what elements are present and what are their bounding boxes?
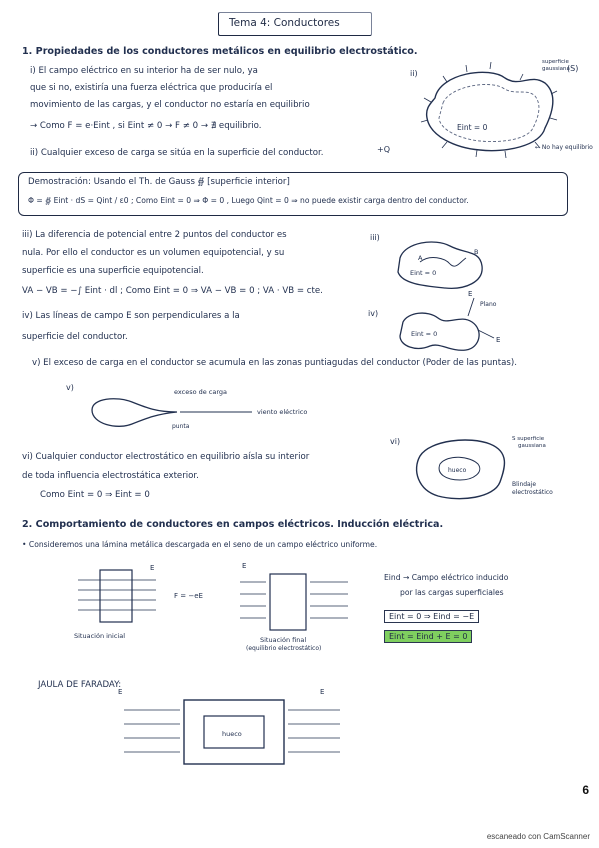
scanner-footer: escaneado con CamScanner	[486, 832, 590, 841]
prop-vi-line-1: vi) Cualquier conductor electrostático en equilibrio aísla su interior	[22, 452, 310, 462]
diagram-iii-eint: Eint = 0	[410, 269, 437, 277]
diagram-v-label: v)	[66, 383, 74, 392]
eind-line-1: Eind → Campo eléctrico inducido	[384, 573, 509, 582]
diagram-iv-E1: E	[468, 290, 473, 298]
diagram-iv	[368, 290, 518, 362]
diagram-final-caption-2: (equilibrio electrostático)	[246, 645, 322, 652]
diagram-ii-noeq: ← No hay equilibrio	[535, 144, 593, 151]
equation-box-1: Eint = 0 ⇒ Eind = −E	[384, 610, 479, 623]
section-2-intro: • Consideremos una lámina metálica descargada en el seno de un campo eléctrico uniforme.	[22, 540, 378, 549]
diagram-vi-hueco: hueco	[448, 467, 467, 474]
diagram-v-exceso: exceso de carga	[174, 388, 228, 396]
diagram-v	[62, 380, 322, 440]
prop-i-line-4: → Como F = e·Eint , si Eint ≠ 0 → F ≠ 0 → ∄ equilibrio.	[30, 121, 262, 131]
diagram-iii-B: B	[474, 248, 479, 256]
diagram-vi-sup2: gaussiana	[518, 443, 546, 449]
diagram-initial-E: E	[150, 564, 155, 572]
prop-iv-line-2: superficie del conductor.	[22, 332, 128, 342]
prop-ii-text: ii) Cualquier exceso de carga se sitúa en la superficie del conductor.	[30, 148, 324, 158]
diagram-vi-sup1: S superficie	[512, 436, 545, 442]
faraday-heading: JAULA DE FARADAY:	[38, 680, 122, 690]
induction-diagrams	[70, 560, 390, 655]
diagram-ii-eint: Eint = 0	[457, 123, 488, 132]
prop-vi-line-3: Como Eint = 0 ⇒ Eint = 0	[40, 490, 150, 500]
prop-iii-line-1: iii) La diferencia de potencial entre 2 puntos del conductor es	[22, 230, 287, 240]
force-label: F = −eE	[174, 592, 203, 600]
diagram-ii-sup1: superficie	[542, 59, 569, 65]
prop-vi-line-2: de toda influencia electrostática exterior.	[22, 471, 199, 481]
page-number: 6	[582, 783, 589, 797]
diagram-iii-A: A	[418, 254, 423, 262]
prop-v-text: v) El exceso de carga en el conductor se acumula en las zonas puntiagudas del conductor (Poder de las puntas).	[32, 358, 517, 368]
faraday-cage-diagram	[118, 680, 348, 780]
diagram-iv-E2: E	[496, 336, 501, 344]
diagram-final-caption-1: Situación final	[260, 636, 307, 644]
page-title: Tema 4: Conductores	[229, 17, 340, 29]
diagram-ii-S: (S)	[567, 64, 579, 73]
prop-i-line-2: que si no, existiría una fuerza eléctrica que produciría el	[30, 83, 273, 93]
prop-i-line-3: movimiento de las cargas, y el conductor no estaría en equilibrio	[30, 100, 310, 110]
diagram-initial-caption: Situación inicial	[74, 632, 126, 640]
title-box	[218, 12, 372, 36]
diagram-iii-label: iii)	[370, 233, 380, 242]
eind-line-2: por las cargas superficiales	[400, 588, 504, 597]
diagram-ii	[377, 58, 595, 168]
prop-iv-line-1: iv) Las líneas de campo E son perpendiculares a la	[22, 311, 240, 321]
diagram-vi	[390, 428, 590, 508]
prop-iii-line-4: VA − VB = −∫ Eint · dl ; Como Eint = 0 ⇒ VA − VB = 0 ; VA · VB = cte.	[22, 286, 323, 296]
prop-i-line-1: i) El campo eléctrico en su interior ha de ser nulo, ya	[30, 66, 258, 76]
demonstration-line-1: Demostración: Usando el Th. de Gauss ∯ [superficie interior]	[28, 177, 290, 187]
diagram-iv-plano: Plano	[480, 301, 497, 308]
section-2-heading: 2. Comportamiento de conductores en campos eléctricos. Inducción eléctrica.	[22, 519, 444, 530]
section-1-heading: 1. Propiedades de los conductores metálicos en equilibrio electrostático.	[22, 46, 418, 57]
faraday-hueco: hueco	[222, 730, 242, 738]
prop-iii-line-3: superficie es una superficie equipotencial.	[22, 266, 204, 276]
demonstration-line-2: Φ = ∯ Eint · dS = Qint / ε0 ; Como Eint = 0 ⇒ Φ = 0 , Luego Qint = 0 ⇒ no puede existir carga dentro del conductor.	[28, 196, 469, 205]
diagram-final-E: E	[242, 562, 247, 570]
diagram-vi-label: vi)	[390, 437, 401, 446]
diagram-v-punta: punta	[172, 423, 190, 430]
prop-iii-line-2: nula. Por ello el conductor es un volumen equipotencial, y su	[22, 248, 285, 258]
faraday-E-left: E	[118, 688, 123, 696]
diagram-vi-blind2: electrostático	[512, 489, 553, 496]
diagram-ii-label: ii)	[410, 69, 418, 78]
diagram-iv-eint: Eint = 0	[411, 330, 438, 338]
diagram-v-viento: viento eléctrico	[257, 408, 308, 416]
diagram-ii-plusq: +Q	[377, 145, 390, 154]
diagram-iv-label: iv)	[368, 309, 379, 318]
equation-box-2: Eint = Eind + E = 0	[384, 630, 472, 643]
faraday-E-right: E	[320, 688, 325, 696]
diagram-iii	[370, 228, 490, 298]
diagram-vi-blind1: Blindaje	[512, 481, 537, 488]
diagram-ii-sup2: gaussiana	[542, 66, 570, 72]
